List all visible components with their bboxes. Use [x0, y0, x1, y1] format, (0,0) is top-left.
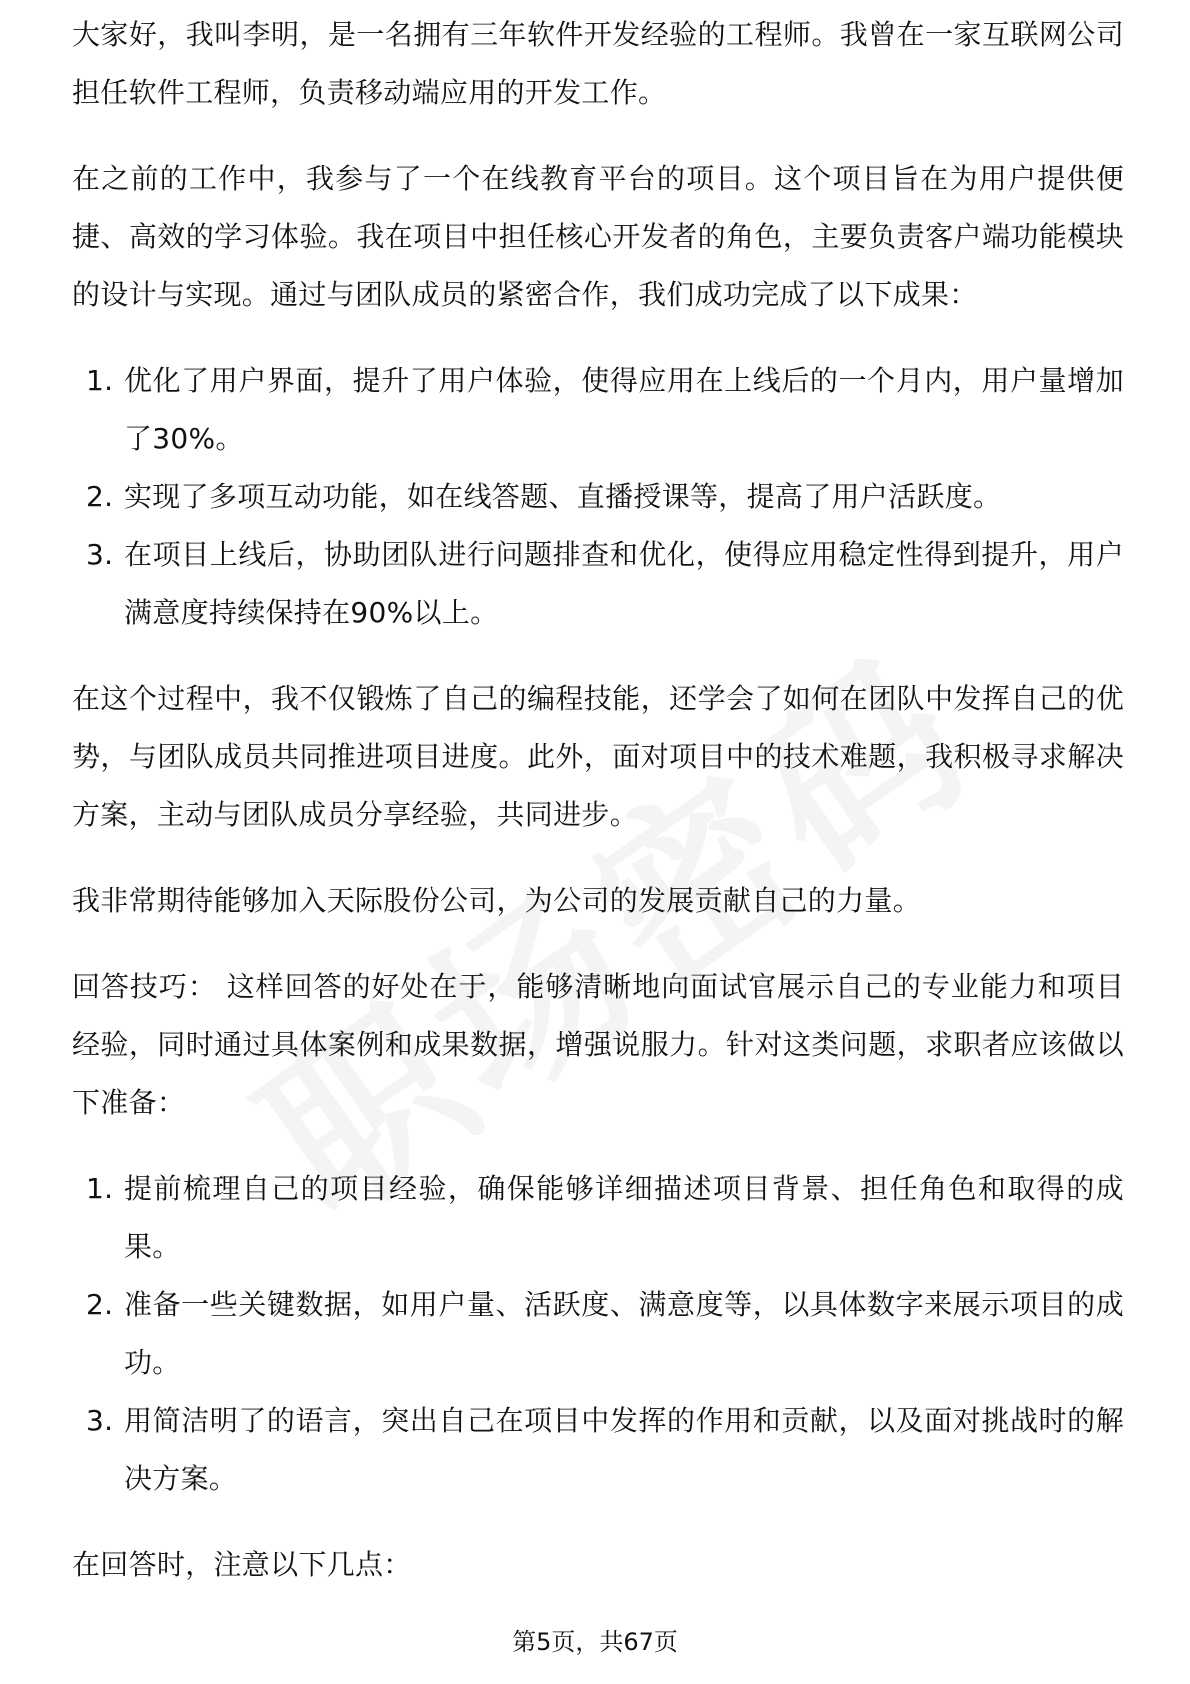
achievements-list [72, 352, 1124, 642]
page-content [72, 18, 1124, 1622]
list-item: 2. 准备一些关键数据，如用户量、活跃度、满意度等，以具体数字来展示项目的成功。 [86, 1288, 1124, 1379]
list-item: 3. 在项目上线后，协助团队进行问题排查和优化，使得应用稳定性得到提升，用户满意度持续保持在90%以上。 [86, 538, 1124, 629]
page-number: 第5页，共67页 [512, 1628, 678, 1656]
list-item: 2. 实现了多项互动功能，如在线答题、直播授课等，提高了用户活跃度。 [86, 480, 1002, 513]
intro-paragraph: 大家好，我叫李明，是一名拥有三年软件开发经验的工程师。我曾在一家互联网公司担任软件工程师，负责移动端应用的开发工作。 [72, 18, 1124, 109]
project-paragraph: 在之前的工作中，我参与了一个在线教育平台的项目。这个项目旨在为用户提供便捷、高效的学习体验。我在项目中担任核心开发者的角色，主要负责客户端功能模块的设计与实现。通过与团队成员的紧密合作，我们成功完成了以下成果： [72, 162, 1124, 311]
list-item: 1. 优化了用户界面，提升了用户体验，使得应用在上线后的一个月内，用户量增加了30%。 [86, 364, 1124, 455]
growth-paragraph: 在这个过程中，我不仅锻炼了自己的编程技能，还学会了如何在团队中发挥自己的优势，与团队成员共同推进项目进度。此外，面对项目中的技术难题，我积极寻求解决方案，主动与团队成员分享经验，共同进步。 [72, 682, 1124, 831]
tips-paragraph: 回答技巧： 这样回答的好处在于，能够清晰地向面试官展示自己的专业能力和项目经验，同时通过具体案例和成果数据，增强说服力。针对这类问题，求职者应该做以下准备： [72, 970, 1124, 1119]
expectation-paragraph: 我非常期待能够加入天际股份公司，为公司的发展贡献自己的力量。 [72, 884, 922, 917]
notes-paragraph: 在回答时，注意以下几点： [72, 1548, 412, 1581]
preparation-list [72, 1160, 1124, 1508]
list-item: 1. 提前梳理自己的项目经验，确保能够详细描述项目背景、担任角色和取得的成果。 [86, 1172, 1124, 1263]
list-item: 3. 用简洁明了的语言，突出自己在项目中发挥的作用和贡献，以及面对挑战时的解决方案。 [86, 1404, 1124, 1495]
